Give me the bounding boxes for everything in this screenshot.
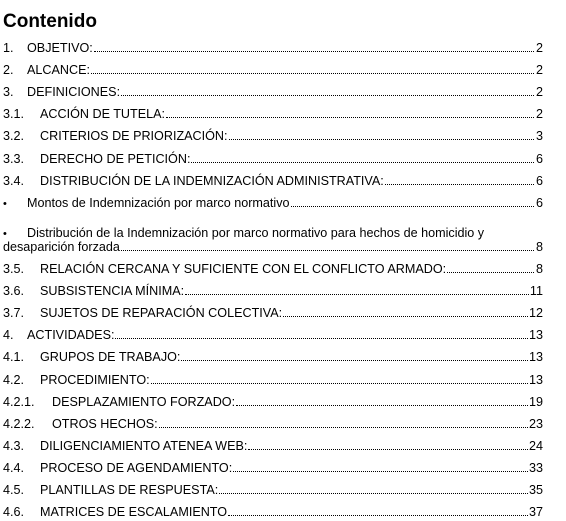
toc-entry-proceso-de-agendamiento[interactable]: [3, 455, 543, 477]
toc-entry-label: DESPLAZAMIENTO FORZADO:: [52, 394, 236, 409]
toc-entry-number: 3.1.: [3, 107, 25, 122]
toc-entry-otros-hechos[interactable]: [3, 411, 543, 433]
toc-entry-page: 37: [528, 505, 543, 520]
toc-entry-number: 3.2.: [3, 129, 25, 144]
toc-entry-subsistencia-minima[interactable]: [3, 278, 543, 300]
bullet-icon: •: [3, 197, 7, 210]
dot-leader: [159, 426, 528, 428]
toc-entry-number: 4.6.: [3, 505, 25, 520]
toc-entry-label: GRUPOS DE TRABAJO:: [40, 350, 181, 365]
toc-entry-relacion-cercana[interactable]: [3, 256, 543, 278]
dot-leader: [283, 315, 528, 317]
toc-entry-plantillas-de-respuesta[interactable]: [3, 477, 543, 499]
toc-entry-label: RELACIÓN CERCANA Y SUFICIENTE CON EL CONFLICTO ARMADO:: [40, 262, 447, 277]
toc-entry-page: 8: [535, 239, 543, 254]
dot-leader: [233, 470, 528, 472]
toc-entry-page: 11: [529, 284, 543, 299]
toc-entry-number: 4.2.: [3, 372, 25, 387]
toc-entry-page: 35: [528, 482, 543, 497]
dot-leader: [447, 271, 534, 273]
toc-entry-label: MATRICES DE ESCALAMIENTO: [40, 505, 228, 520]
toc-entry-page: 6: [535, 173, 543, 188]
dot-leader: [115, 337, 528, 339]
toc-entry-number: 3.6.: [3, 284, 25, 299]
toc-entry-label: OTROS HECHOS:: [52, 416, 158, 431]
toc-entry-label: DISTRIBUCIÓN DE LA INDEMNIZACIÓN ADMINISTRATIVA:: [40, 173, 384, 188]
toc-entry-distribucion-homicidio[interactable]: [3, 212, 543, 256]
toc-entry-page: 2: [535, 107, 543, 122]
toc-entry-number: 4.: [3, 328, 14, 343]
toc-entry-derecho-de-peticion[interactable]: [3, 145, 543, 167]
toc-entry-page: 2: [535, 41, 543, 56]
toc-entry-page: 13: [528, 350, 543, 365]
toc-entry-label: ALCANCE:: [27, 63, 90, 78]
toc-entry-number: 4.2.2.: [3, 416, 35, 431]
toc-entry-matrices-de-escalamiento[interactable]: [3, 499, 543, 521]
toc-entry-page: 23: [528, 416, 543, 431]
toc-entry-page: 2: [535, 63, 543, 78]
dot-leader: [151, 382, 528, 384]
dot-leader: [185, 293, 529, 295]
toc-entry-number: 4.4.: [3, 460, 25, 475]
toc-entry-page: 6: [535, 195, 543, 210]
toc-entry-number: 3.5.: [3, 262, 25, 277]
toc-entry-number: 3.4.: [3, 173, 25, 188]
toc-entry-label-continued: desaparición forzada: [3, 239, 120, 254]
toc-entry-first-line: [3, 226, 543, 240]
toc-entry-criterios-de-priorizacion[interactable]: [3, 123, 543, 145]
toc-entry-label: OBJETIVO:: [27, 41, 93, 56]
dot-leader: [191, 161, 534, 163]
dot-leader: [181, 359, 528, 361]
dot-leader: [219, 492, 528, 494]
toc-entry-label: Montos de Indemnización por marco normativo: [27, 195, 290, 210]
toc-entry-label: DILIGENCIAMIENTO ATENEA WEB:: [40, 438, 248, 453]
toc-entry-sujetos-de-reparacion[interactable]: [3, 300, 543, 322]
dot-leader: [229, 138, 534, 140]
toc-entry-actividades[interactable]: [3, 322, 543, 344]
toc-entry-desplazamiento-forzado[interactable]: [3, 389, 543, 411]
toc-entry-number: 1.: [3, 41, 14, 56]
toc-entry-page: 24: [528, 438, 543, 453]
toc-entry-number: 3.3.: [3, 151, 25, 166]
toc-entry-label: SUBSISTENCIA MÍNIMA:: [40, 284, 185, 299]
toc-entry-accion-de-tutela[interactable]: [3, 101, 543, 123]
toc-entry-number: 2.: [3, 63, 14, 78]
dot-leader: [121, 249, 534, 251]
dot-leader: [385, 183, 534, 185]
toc-entry-label: ACTIVIDADES:: [27, 328, 115, 343]
toc-entry-number: 4.2.1.: [3, 394, 35, 409]
toc-entry-label: ACCIÓN DE TUTELA:: [40, 107, 166, 122]
toc-entry-definiciones[interactable]: [3, 79, 543, 101]
toc-entry-number: 4.5.: [3, 482, 25, 497]
table-of-contents: [3, 35, 543, 521]
toc-entry-label: DERECHO DE PETICIÓN:: [40, 151, 191, 166]
toc-entry-page: 12: [528, 306, 543, 321]
toc-title: Contenido: [3, 11, 97, 32]
toc-entry-alcance[interactable]: [3, 57, 543, 79]
toc-entry-label: PROCESO DE AGENDAMIENTO:: [40, 460, 233, 475]
toc-entry-label: SUJETOS DE REPARACIÓN COLECTIVA:: [40, 306, 283, 321]
toc-entry-page: 3: [535, 129, 543, 144]
dot-leader: [91, 72, 534, 74]
dot-leader: [248, 448, 528, 450]
dot-leader: [121, 94, 534, 96]
toc-entry-page: 19: [528, 394, 543, 409]
dot-leader: [236, 404, 528, 406]
toc-entry-grupos-de-trabajo[interactable]: [3, 344, 543, 366]
toc-entry-montos-de-indemnizacion[interactable]: [3, 190, 543, 212]
toc-entry-page: 2: [535, 85, 543, 100]
toc-entry-page: 6: [535, 151, 543, 166]
dot-leader: [166, 116, 534, 118]
toc-entry-second-line: [3, 240, 543, 254]
toc-entry-page: 8: [535, 262, 543, 277]
toc-entry-page: 13: [528, 328, 543, 343]
toc-entry-objetivo[interactable]: [3, 35, 543, 57]
dot-leader: [94, 50, 534, 52]
toc-entry-page: 33: [528, 460, 543, 475]
toc-entry-page: 13: [528, 372, 543, 387]
dot-leader: [291, 205, 535, 207]
toc-entry-label: PLANTILLAS DE RESPUESTA:: [40, 482, 219, 497]
toc-entry-label: PROCEDIMIENTO:: [40, 372, 150, 387]
dot-leader: [228, 514, 528, 516]
toc-entry-procedimiento[interactable]: [3, 366, 543, 388]
toc-entry-number: 4.1.: [3, 350, 25, 365]
bullet-icon: •: [3, 227, 7, 240]
toc-entry-number: 3.: [3, 85, 14, 100]
toc-entry-distribucion-indemnizacion[interactable]: [3, 168, 543, 190]
toc-entry-number: 3.7.: [3, 306, 25, 321]
toc-entry-diligenciamiento-atenea[interactable]: [3, 433, 543, 455]
toc-entry-number: 4.3.: [3, 438, 25, 453]
toc-entry-label: CRITERIOS DE PRIORIZACIÓN:: [40, 129, 228, 144]
toc-entry-label: DEFINICIONES:: [27, 85, 121, 100]
toc-entry-label: Distribución de la Indemnización por marco normativo para hechos de homicidio y: [27, 225, 485, 240]
